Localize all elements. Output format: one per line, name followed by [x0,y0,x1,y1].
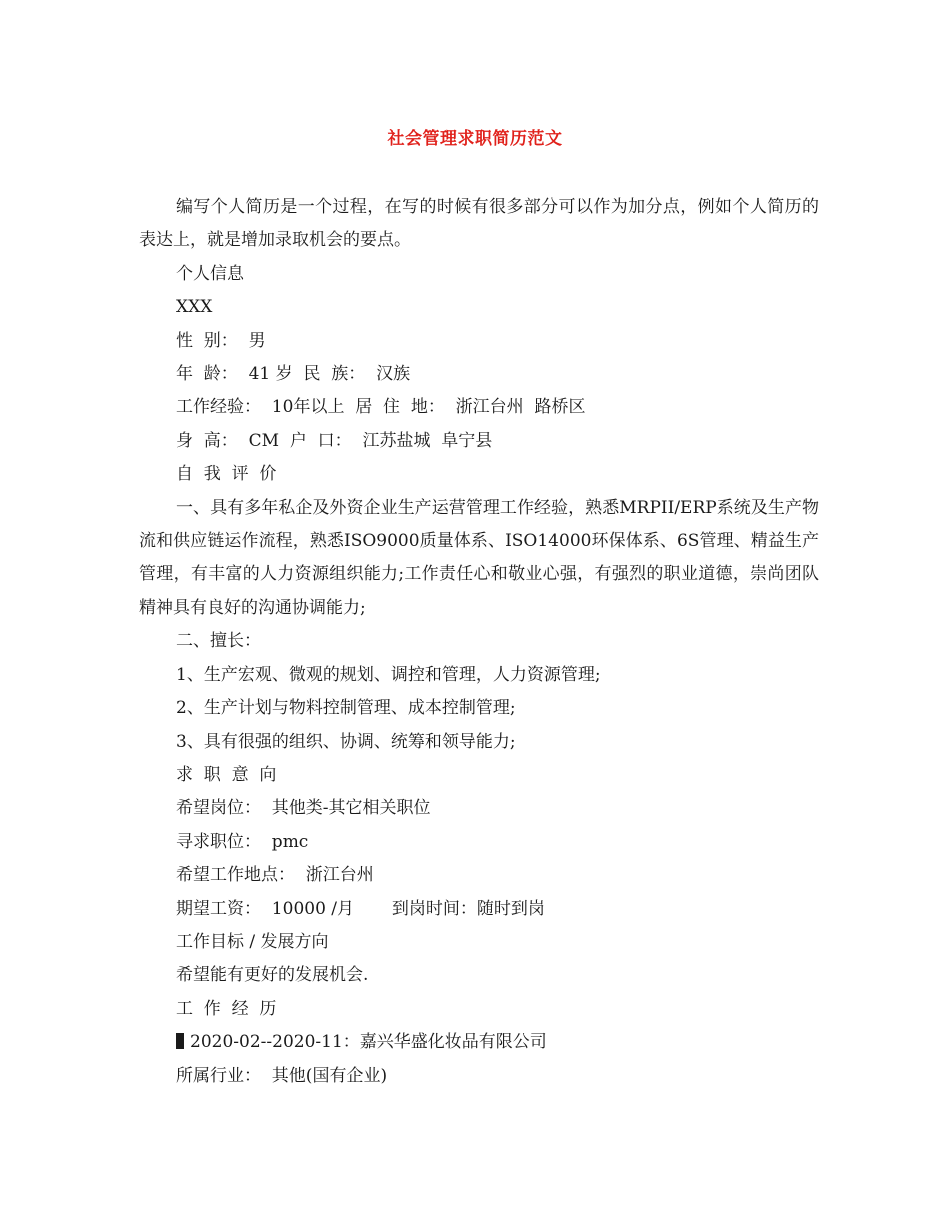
document-body [139,191,819,1093]
personal-info-heading: 个人信息 [176,263,244,284]
self-evaluation-paragraph: 一、具有多年私企及外资企业生产运营管理工作经验，熟悉MRPII/ERP系统及生产物流和供应链运作流程，熟悉ISO9000质量体系、ISO14000环保体系、6S管理、精益生产管理，有丰富的人力资源组织能力;工作责任心和敬业心强，有强烈的职业道德，崇尚团队精神具有良好的沟通协调能力; [139,497,819,618]
work-entry-line [139,1026,819,1059]
work-experience-heading: 工 作 经 历 [176,998,277,1019]
industry-line: 所属行业： 其他(国有企业) [176,1065,388,1086]
intro-paragraph: 编写个人简历是一个过程，在写的时候有很多部分可以作为加分点，例如个人简历的表达上，就是增加录取机会的要点。 [139,197,819,251]
age-line: 年 龄： 41 岁 民 族： 汉族 [176,364,411,385]
job-intent-heading: 求 职 意 向 [176,764,277,785]
work-entry-text: 2020-02--2020-11：嘉兴华盛化妆品有限公司 [190,1032,547,1053]
strength-item: 1、生产宏观、微观的规划、调控和管理，人力资源管理; [176,664,601,685]
desired-location-line: 希望工作地点： 浙江台州 [176,865,374,886]
strengths-heading: 二、擅长： [176,631,261,652]
goal-heading: 工作目标 / 发展方向 [176,931,329,952]
salary-line: 期望工资： 10000 /月 到岗时间：随时到岗 [176,898,545,919]
goal-line: 希望能有更好的发展机会. [176,965,369,986]
strength-item: 3、具有很强的组织、协调、统筹和领导能力; [176,731,516,752]
block-bullet-icon [176,1033,184,1049]
desired-position-line: 希望岗位： 其他类-其它相关职位 [176,798,431,819]
name-line: XXX [176,297,213,318]
self-evaluation-heading: 自 我 评 价 [176,464,277,485]
strength-item: 2、生产计划与物料控制管理、成本控制管理; [176,698,516,719]
gender-line: 性 别： 男 [176,330,266,351]
document-title: 社会管理求职简历范文 [387,129,563,149]
sought-position-line: 寻求职位： pmc [176,831,309,852]
height-line: 身 高： CM 户 口： 江苏盐城 阜宁县 [176,430,493,451]
experience-line: 工作经验： 10年以上 居 住 地： 浙江台州 路桥区 [176,397,586,418]
